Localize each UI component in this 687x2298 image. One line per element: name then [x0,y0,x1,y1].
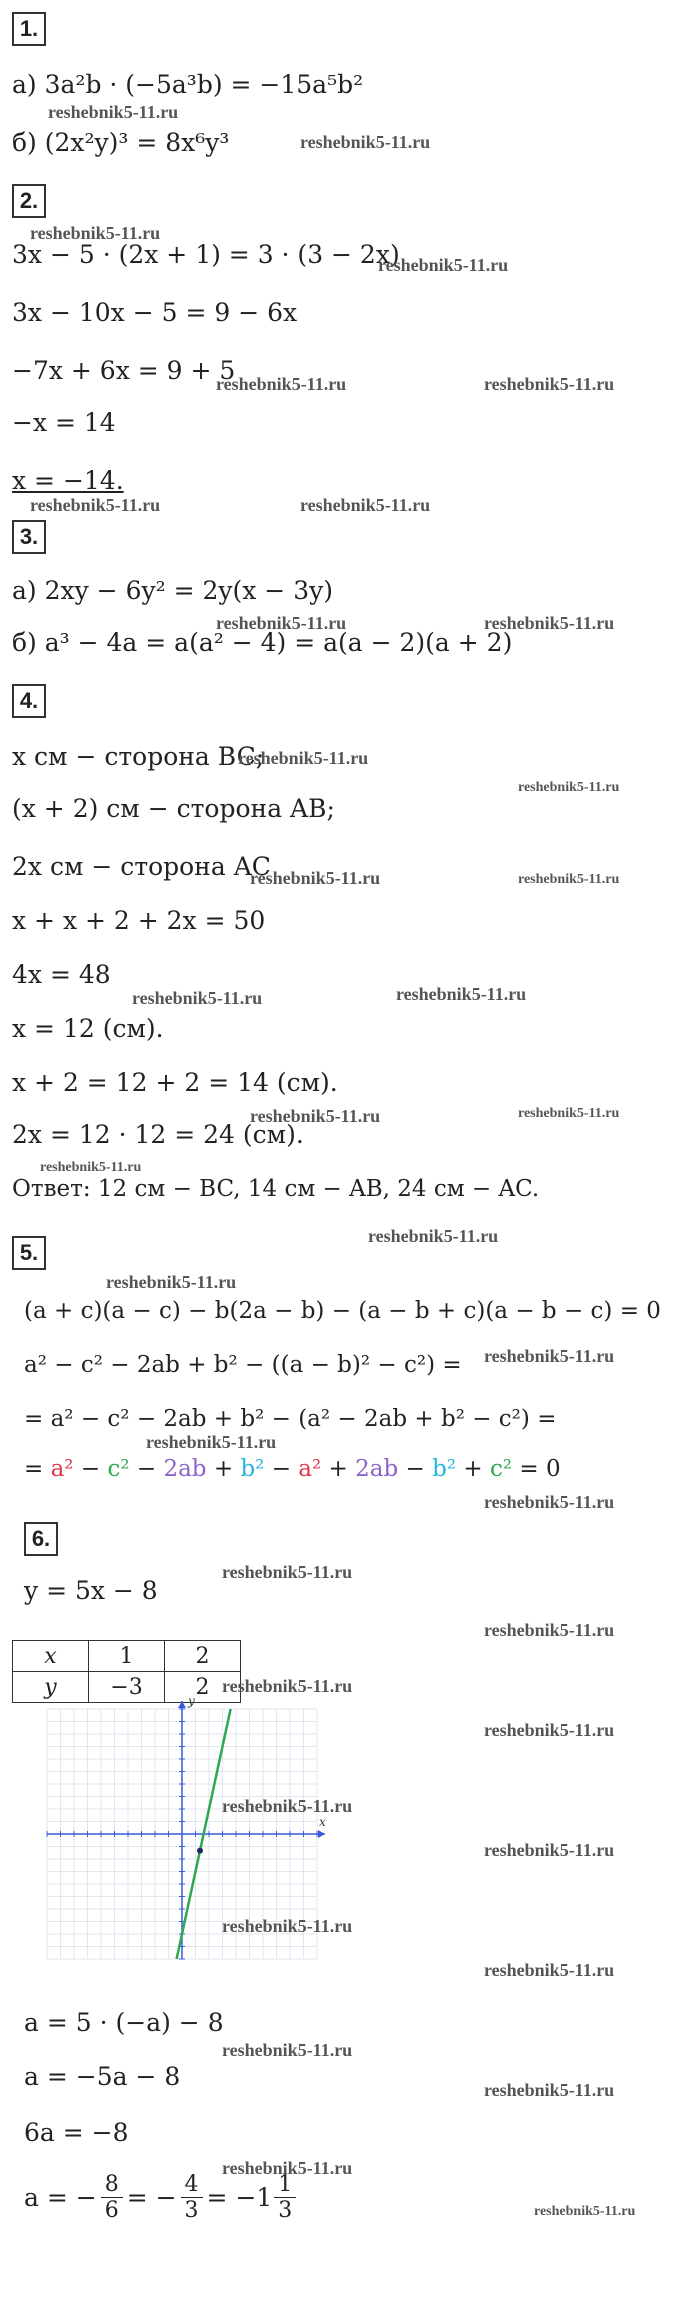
denominator: 6 [104,2198,119,2223]
s5-line-2: a² − c² − 2ab + b² − ((a − b)² − c²) = [24,1352,462,1378]
s6-line-3: 6a = −8 [24,2118,129,2147]
watermark: reshebnik5-11.ru [250,1106,381,1126]
numerator: 4 [181,2172,203,2198]
watermark: reshebnik5-11.ru [300,132,431,152]
watermark: reshebnik5-11.ru [484,1960,615,1980]
watermark: reshebnik5-11.ru [484,1620,615,1640]
y-axis-label: y [188,1694,195,1708]
watermark: reshebnik5-11.ru [146,1432,277,1452]
watermark: reshebnik5-11.ru [222,1796,353,1816]
operator: − [398,1456,433,1482]
watermark: reshebnik5-11.ru [216,613,347,633]
s4-line-5: 4x = 48 [12,960,111,989]
s2-line-2: 3x − 10x − 5 = 9 − 6x [12,298,298,327]
section-number-1: 1. [12,12,46,46]
watermark: reshebnik5-11.ru [484,1720,615,1740]
s1-line-b: б) (2x²y)³ = 8x⁶y³ [12,128,230,157]
s5-line-1: (a + c)(a − c) − b(2a − b) − (a − b + c)(a − b − c) = 0 [24,1298,661,1324]
s2-line-3: −7x + 6x = 9 + 5 [12,356,236,385]
term-c2: c² [107,1456,130,1482]
s3-line-b: б) a³ − 4a = a(a² − 4) = a(a − 2)(a + 2) [12,628,513,657]
watermark: reshebnik5-11.ru [216,374,347,394]
fraction [274,2172,296,2223]
watermark: reshebnik5-11.ru [300,495,431,515]
watermark: reshebnik5-11.ru [518,1106,620,1121]
fraction [181,2172,203,2223]
s4-line-1: x см − сторона BC; [12,742,265,771]
denominator: 3 [278,2198,293,2223]
watermark: reshebnik5-11.ru [222,2040,353,2060]
watermark: reshebnik5-11.ru [534,2204,636,2219]
watermark: reshebnik5-11.ru [518,872,620,887]
watermark: reshebnik5-11.ru [484,613,615,633]
watermark: reshebnik5-11.ru [396,984,527,1004]
watermark: reshebnik5-11.ru [484,1346,615,1366]
watermark: reshebnik5-11.ru [484,1492,615,1512]
operator: + [321,1456,356,1482]
table-cell: y [13,1672,89,1703]
section-number-5: 5. [12,1236,46,1270]
s4-line-4: x + x + 2 + 2x = 50 [12,906,266,935]
value-table [12,1640,241,1703]
s4-line-3: 2x см − сторона AC [12,852,271,881]
s6-line-2: a = −5a − 8 [24,2062,181,2091]
operator: + [206,1456,241,1482]
s6-final-lhs: a = − [24,2183,97,2212]
s2-answer: x = −14. [12,466,124,495]
s6-line-1: a = 5 · (−a) − 8 [24,2008,224,2037]
term-2ab: 2ab [163,1456,207,1482]
watermark: reshebnik5-11.ru [30,495,161,515]
watermark: reshebnik5-11.ru [132,988,263,1008]
watermark: reshebnik5-11.ru [484,1840,615,1860]
section-number-6: 6. [24,1522,58,1556]
operator: − [129,1456,164,1482]
watermark: reshebnik5-11.ru [222,1676,353,1696]
watermark: reshebnik5-11.ru [40,1160,142,1175]
term-c2: c² [489,1456,513,1482]
s4-line-7: x + 2 = 12 + 2 = 14 (см). [12,1068,338,1097]
s5-line-4 [24,1456,561,1484]
s5-eq: = [24,1456,51,1482]
numerator: 8 [101,2172,123,2198]
s4-line-6: x = 12 (см). [12,1014,164,1043]
watermark: reshebnik5-11.ru [484,2080,615,2100]
table-cell: 2 [165,1672,241,1703]
table-cell: −3 [89,1672,165,1703]
watermark: reshebnik5-11.ru [238,748,369,768]
operator: + [456,1456,490,1482]
watermark: reshebnik5-11.ru [30,223,161,243]
watermark: reshebnik5-11.ru [106,1272,237,1292]
s2-line-1: 3x − 5 · (2x + 1) = 3 · (3 − 2x) [12,240,400,269]
watermark: reshebnik5-11.ru [48,102,179,122]
section-number-2: 2. [12,184,46,218]
s3-line-a: а) 2xy − 6y² = 2y(x − 3y) [12,576,333,605]
section-number-3: 3. [12,520,46,554]
s6-final-line [24,2172,298,2223]
watermark: reshebnik5-11.ru [222,1916,353,1936]
term-a2: a² [50,1456,74,1482]
s6-function: y = 5x − 8 [24,1576,158,1605]
s6-final-mid: = − [126,2183,177,2212]
denominator: 3 [184,2198,199,2223]
s4-answer: Ответ: 12 см − BC, 14 см − AB, 24 см − AC. [12,1176,540,1202]
table-cell: 2 [165,1641,241,1672]
watermark: reshebnik5-11.ru [378,255,509,275]
watermark: reshebnik5-11.ru [484,374,615,394]
term-b2: b² [432,1456,457,1482]
s4-line-2: (x + 2) см − сторона AB; [12,794,335,823]
operator: − [73,1456,108,1482]
result: = 0 [512,1456,561,1482]
intersection-point [197,1848,203,1854]
table-row [13,1672,241,1703]
s6-final-mid2: = −1 [206,2183,273,2212]
watermark: reshebnik5-11.ru [250,868,381,888]
s5-line-3: = a² − c² − 2ab + b² − (a² − 2ab + b² − c²) = [24,1406,557,1432]
table-row [13,1641,241,1672]
watermark: reshebnik5-11.ru [368,1226,499,1246]
watermark: reshebnik5-11.ru [222,2158,353,2178]
term-a2: a² [298,1456,322,1482]
s1-line-a: а) 3a²b · (−5a³b) = −15a⁵b² [12,70,364,99]
watermark: reshebnik5-11.ru [518,780,620,795]
numerator: 1 [274,2172,296,2198]
table-cell: 1 [89,1641,165,1672]
x-axis-label: x [319,1815,326,1829]
table-cell: x [13,1641,89,1672]
section-number-4: 4. [12,684,46,718]
watermark: reshebnik5-11.ru [222,1562,353,1582]
x-axis-arrow [318,1830,325,1838]
s2-line-4: −x = 14 [12,408,116,437]
term-2ab: 2ab [355,1456,399,1482]
operator: − [264,1456,299,1482]
s4-line-8: 2x = 12 · 12 = 24 (см). [12,1120,304,1149]
fraction [101,2172,123,2223]
term-b2: b² [240,1456,265,1482]
